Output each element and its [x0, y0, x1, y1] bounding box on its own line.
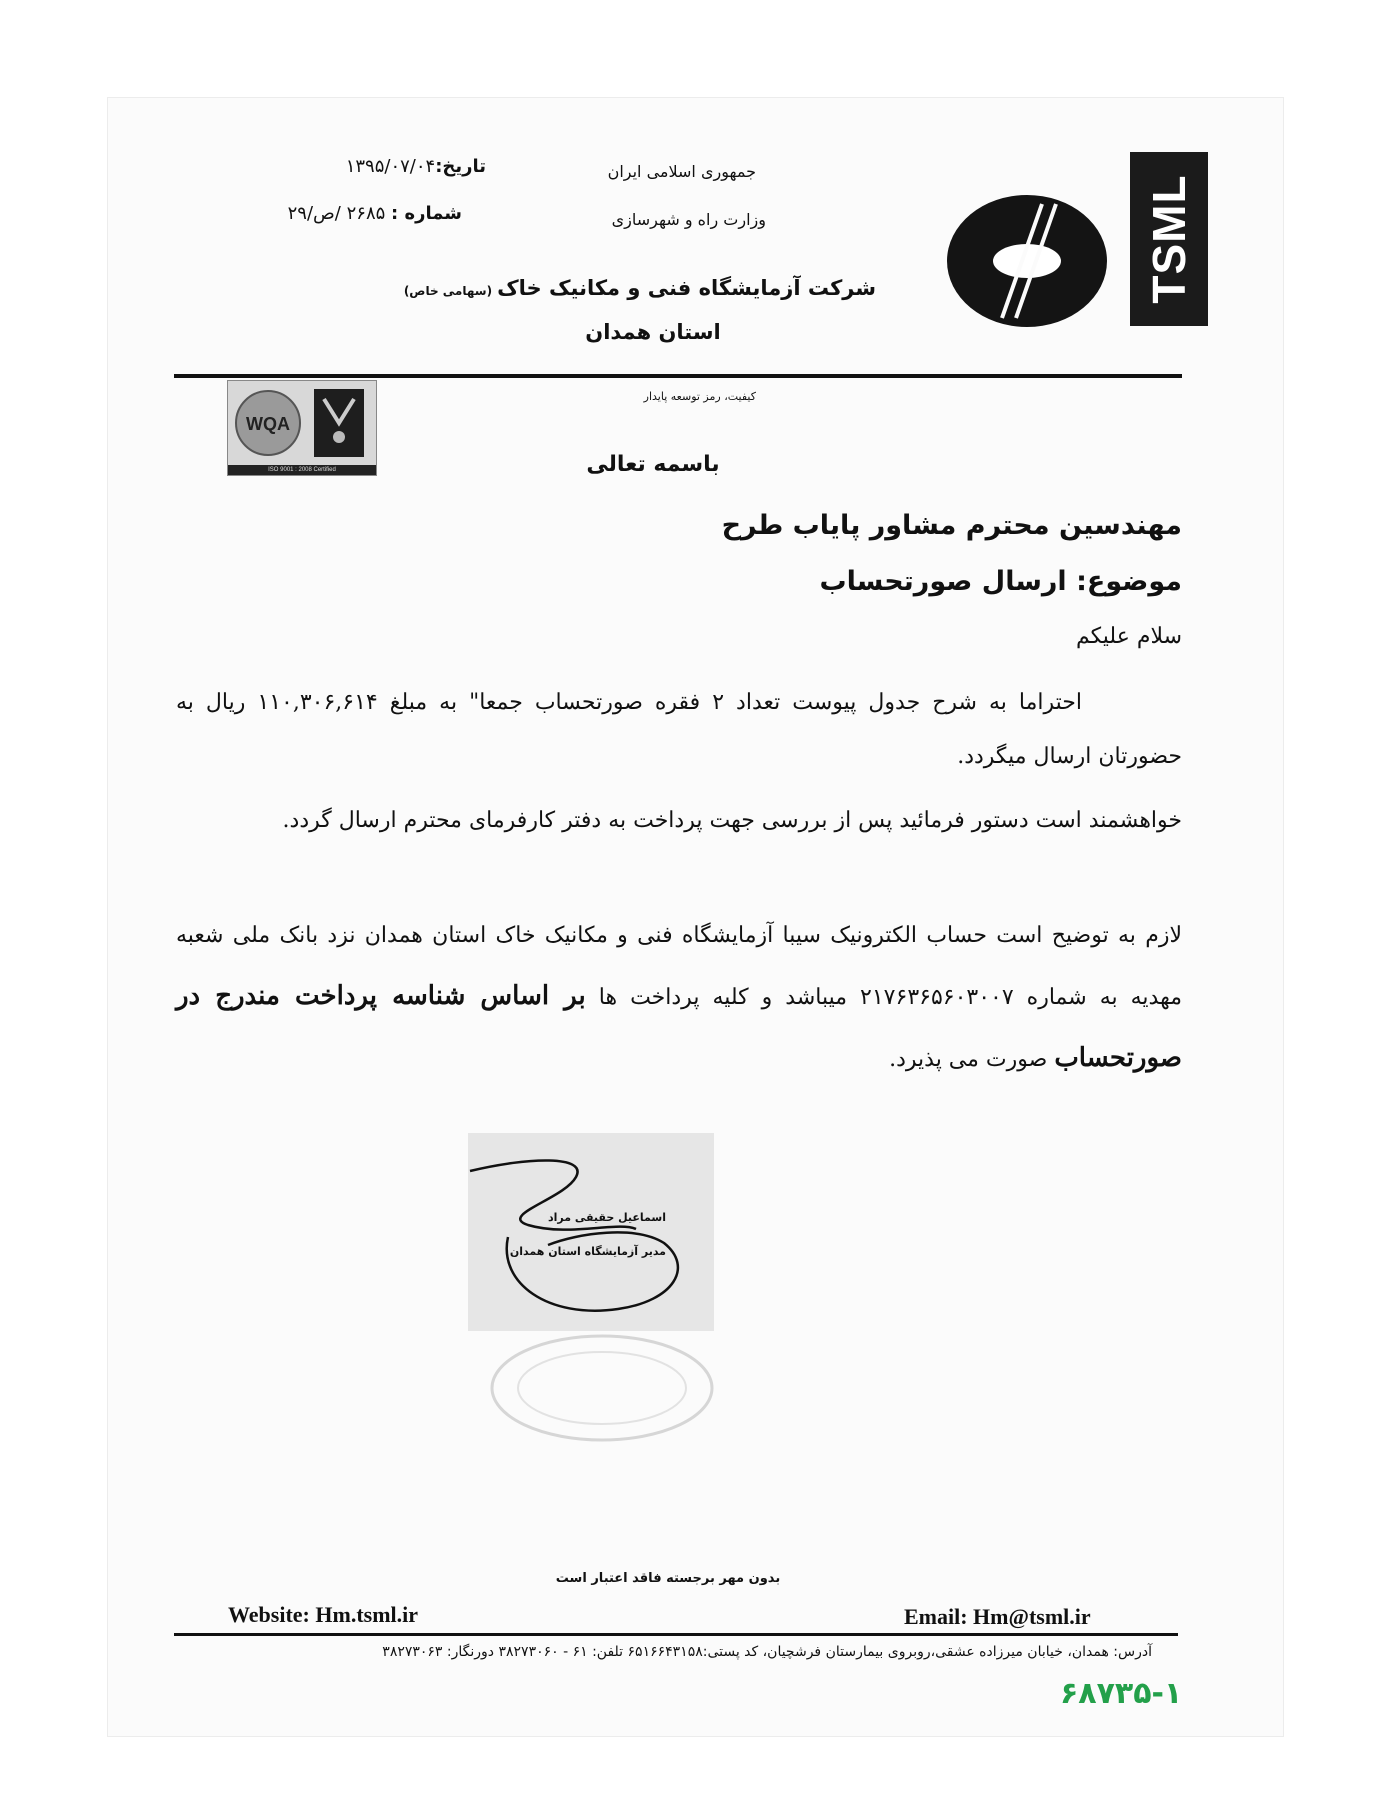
- date-row: [286, 156, 486, 177]
- account-text: لازم به توضیح است حساب الکترونیک سیبا آزمایشگاه فنی و مکانیک خاک استان همدان نزد بانک ملی شعبه مهدیه به شماره ۲۱۷۶۳۶۵۶۰۳۰۰۷ میباشد و کلیه پرداخت ها: [176, 923, 1183, 1010]
- website-link[interactable]: Website: Hm.tsml.ir: [228, 1602, 419, 1627]
- payment-id-emphasis: بر اساس شناسه پرداخت مندرج در صورتحساب: [176, 981, 1182, 1073]
- ministry-line: وزارت راه و شهرسازی: [611, 210, 766, 229]
- company-heading: [403, 276, 876, 300]
- embossed-stamp: [484, 1326, 720, 1450]
- stamp-validity-note: بدون مهر برجسته فاقد اعتبار است: [555, 1571, 781, 1586]
- number-value: ۲۶۸۵ /ص/۲۹: [287, 203, 386, 224]
- signature-block: [468, 1133, 714, 1331]
- svg-text:WQA: WQA: [246, 414, 290, 434]
- logo-text: TSML: [1143, 174, 1195, 304]
- paragraph-account: [176, 906, 1182, 1090]
- handwritten-signature: [468, 1133, 714, 1331]
- header-divider: [174, 374, 1182, 378]
- number-row: [256, 203, 462, 224]
- company-name: شرکت آزمایشگاه فنی و مکانیک خاک: [497, 276, 876, 300]
- account-text-end: صورت می پذیرد.: [889, 1047, 1055, 1072]
- signatory-title: مدیر آزمایشگاه استان همدان: [509, 1245, 666, 1258]
- country-line: جمهوری اسلامی ایران: [607, 162, 756, 181]
- company-logo-icon: [944, 192, 1110, 330]
- recipient: مهندسین محترم مشاور پایاب طرح: [721, 510, 1182, 541]
- footer-divider: [174, 1633, 1178, 1636]
- subject: موضوع: ارسال صورتحساب: [819, 566, 1182, 597]
- number-label: شماره :: [391, 203, 462, 224]
- invocation: باسمه تعالی: [586, 452, 720, 477]
- address-line: آدرس: همدان، خیابان میرزاده عشقی،روبروی بیمارستان فرشچیان، کد پستی:۶۵۱۶۶۴۳۱۵۸ تلفن: ۶۱ - ۳۸۲۷۳۰۶۰ دورنگار: ۳۸۲۷۳۰۶۳: [382, 1644, 1152, 1660]
- motto: کیفیت، رمز توسعه پایدار: [643, 390, 756, 403]
- greeting: سلام علیکم: [1075, 624, 1182, 649]
- paragraph-amount: احتراما به شرح جدول پیوست تعداد ۲ فقره صورتحساب جمعا" به مبلغ ۱۱۰,۳۰۶,۶۱۴ ریال به حضورتان ارسال میگردد.: [176, 690, 1182, 769]
- province-line: استان همدان: [585, 320, 721, 344]
- handwritten-reference: ۶۸۷۳۵-۱: [1060, 1676, 1183, 1711]
- email-link[interactable]: Email: Hm@tsml.ir: [904, 1604, 1091, 1629]
- date-value: ۱۳۹۵/۰۷/۰۴: [345, 156, 436, 177]
- company-type: (سهامی خاص): [403, 284, 493, 298]
- paragraph-request: خواهشمند است دستور فرمائید پس از بررسی جهت پرداخت به دفتر کارفرمای محترم ارسال گردد.: [282, 808, 1182, 833]
- signatory-name: اسماعیل حقیقی مراد: [547, 1211, 666, 1224]
- tsml-logo-box: [1130, 152, 1208, 326]
- certification-seal-icon: [228, 381, 376, 465]
- iso-badge: [227, 380, 377, 476]
- badge-caption: ISO 9001 : 2008 Certified: [228, 465, 376, 475]
- date-label: تاریخ:: [435, 156, 486, 177]
